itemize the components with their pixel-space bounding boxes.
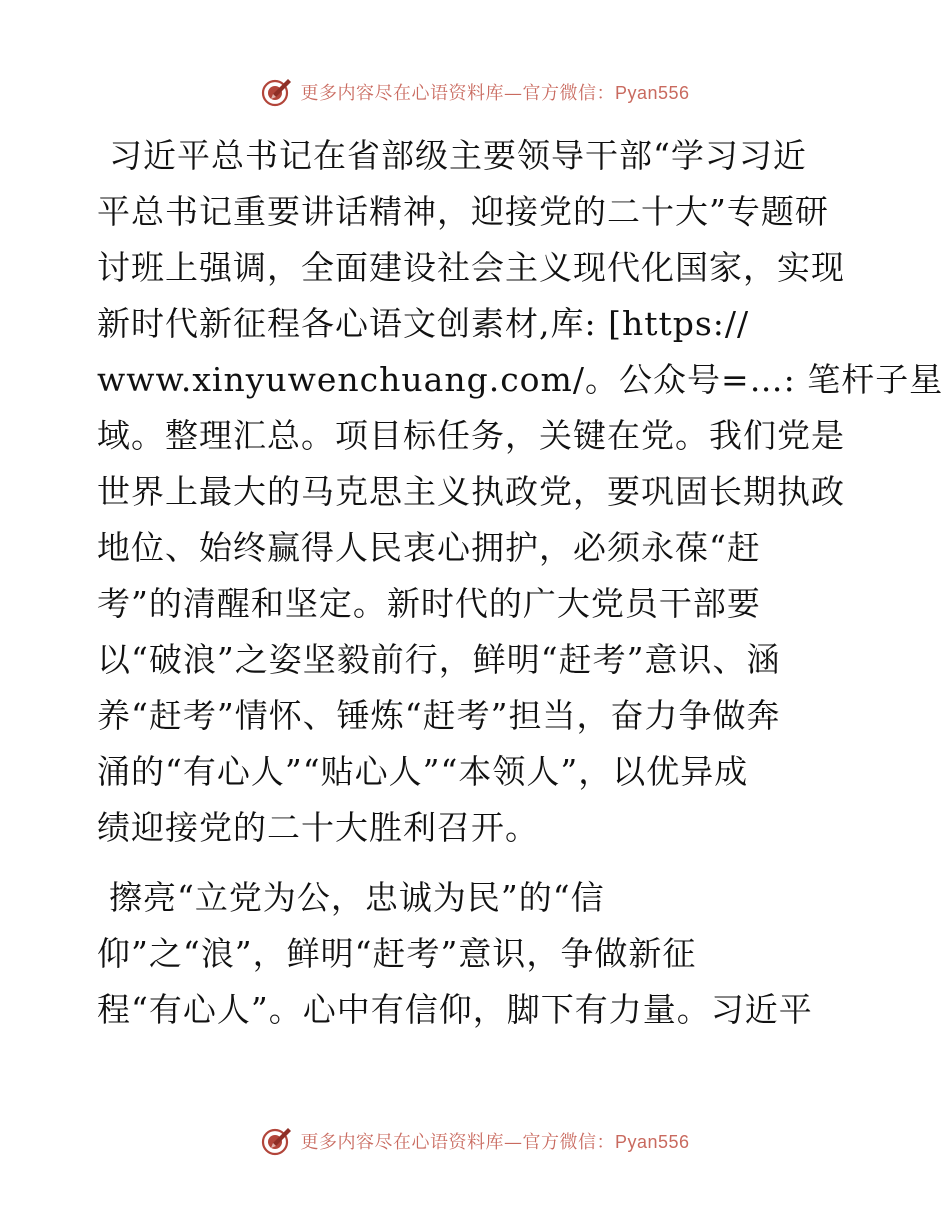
pen-logo-icon: [260, 75, 294, 109]
footer-banner-text: [300, 1128, 689, 1154]
header-banner-text: [300, 79, 689, 105]
text-line: 以“破浪”之姿坚毅前行，鲜明“赶考”意识、涵: [97, 640, 781, 679]
text-line: 习近平总书记在省部级主要领导干部“学习习近: [109, 136, 807, 175]
text-line: 仰”之“浪”，鲜明“赶考”意识，争做新征: [97, 934, 697, 973]
document-body: [97, 128, 944, 1038]
text-line: www.xinyuwenchuang.com/。公众号=…: 笔杆子星: [97, 360, 944, 399]
text-line: 域。整理汇总。项目标任务，关键在党。我们党是: [97, 416, 845, 455]
text-line: 涌的“有心人”“贴心人”“本领人”，以优异成: [97, 752, 749, 791]
pen-logo-icon: [260, 1124, 294, 1158]
text-line: 平总书记重要讲话精神，迎接党的二十大”专题研: [97, 192, 829, 231]
text-line: 讨班上强调，全面建设社会主义现代化国家，实现: [97, 248, 845, 287]
paragraph-1: [97, 128, 944, 856]
text-line: 新时代新征程各心语文创素材,库: [https://: [97, 304, 750, 343]
text-line: 绩迎接党的二十大胜利召开。: [97, 808, 539, 847]
text-line: 养“赶考”情怀、锤炼“赶考”担当，奋力争做奔: [97, 696, 781, 735]
footer-wechat-id: Pyan556: [614, 1132, 690, 1152]
text-line: 程“有心人”。心中有信仰，脚下有力量。习近平: [97, 990, 813, 1029]
header-banner-cn: 更多内容尽在心语资料库—官方微信：: [300, 83, 615, 104]
header-wechat-id: Pyan556: [614, 83, 690, 103]
footer-banner: [0, 1121, 950, 1161]
text-line: 擦亮“立党为公，忠诚为民”的“信: [109, 878, 605, 917]
header-banner: [0, 72, 950, 112]
text-line: 地位、始终赢得人民衷心拥护，必须永葆“赶: [97, 528, 761, 567]
footer-banner-cn: 更多内容尽在心语资料库—官方微信：: [300, 1132, 615, 1153]
paragraph-2: [97, 870, 857, 1038]
paragraph-gap: [97, 856, 857, 870]
text-line: 考”的清醒和坚定。新时代的广大党员干部要: [97, 584, 761, 623]
text-line: 世界上最大的马克思主义执政党，要巩固长期执政: [97, 472, 845, 511]
